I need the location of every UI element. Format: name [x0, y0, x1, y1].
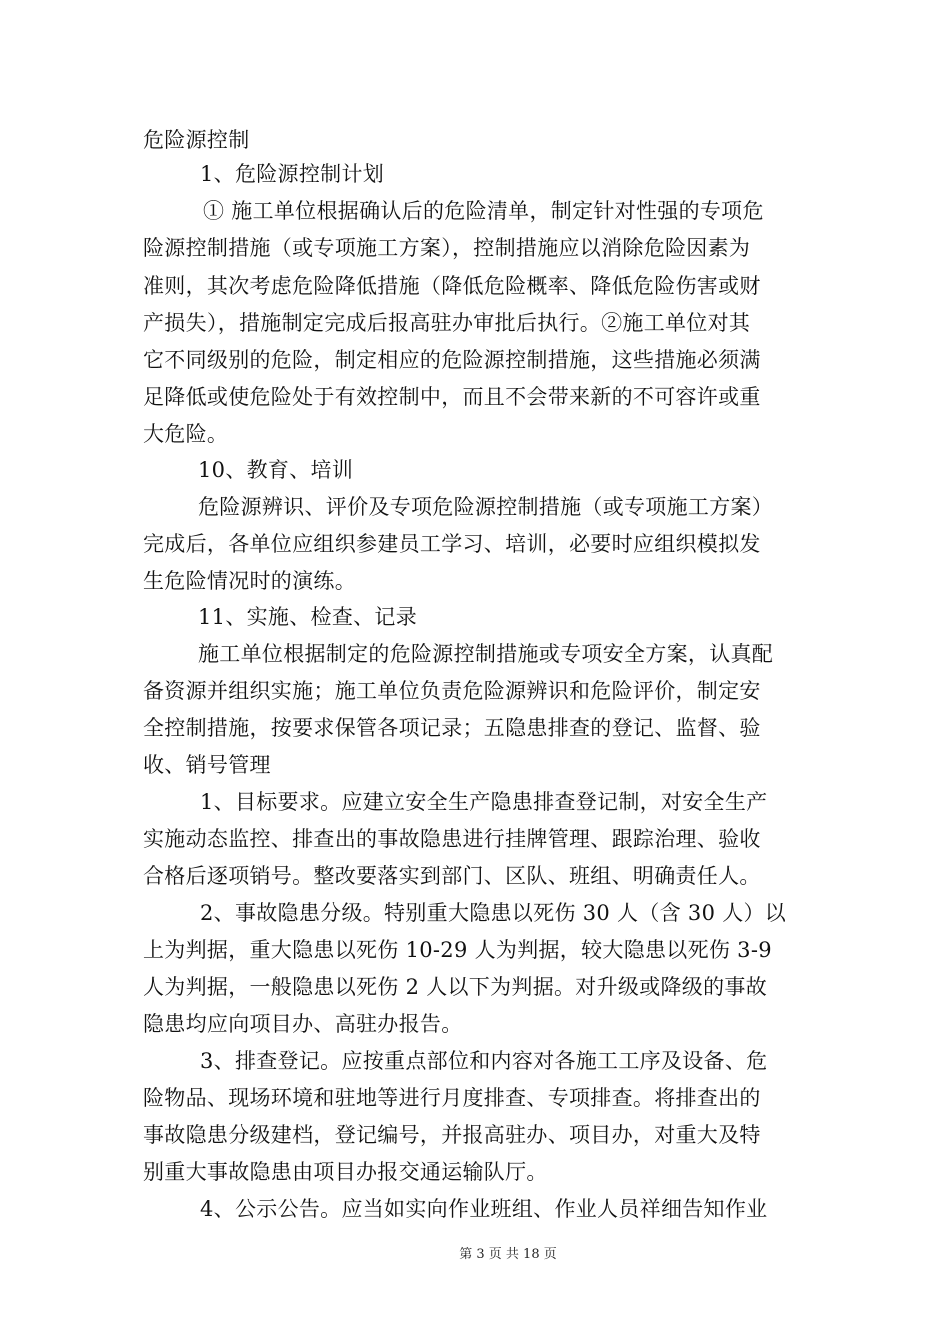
paragraph-line: 大危险。 [143, 422, 229, 446]
paragraph-line: 施工单位根据制定的危险源控制措施或专项安全方案，认真配 [198, 642, 774, 666]
paragraph-line: 全控制措施，按要求保管各项记录；五隐患排查的登记、监督、验 [143, 716, 761, 740]
paragraph-line: 事故隐患分级建档，登记编号，并报高驻办、项目办，对重大及特 [143, 1123, 761, 1147]
paragraph-line: 4、公示公告。应当如实向作业班组、作业人员祥细告知作业 [200, 1197, 768, 1221]
paragraph-line: 收、销号管理 [143, 753, 271, 777]
paragraph-line: 1、目标要求。应建立安全生产隐患排查登记制，对安全生产 [200, 790, 768, 814]
subsection-heading: 1、危险源控制计划 [200, 162, 385, 186]
paragraph-line: 生危险情况时的演练。 [143, 569, 356, 593]
paragraph-line: 3、排查登记。应按重点部位和内容对各施工工序及设备、危 [200, 1049, 768, 1073]
paragraph-line: 2、事故隐患分级。特别重大隐患以死伤 30 人（含 30 人）以 [200, 901, 787, 925]
subsection-heading: 10、教育、培训 [198, 458, 354, 482]
paragraph-line: 完成后，各单位应组织参建员工学习、培训，必要时应组织模拟发 [143, 532, 761, 556]
subsection-heading: 11、实施、检查、记录 [198, 605, 418, 629]
paragraph-line: 备资源并组织实施；施工单位负责危险源辨识和危险评价，制定安 [143, 679, 761, 703]
paragraph-line: 险源控制措施（或专项施工方案），控制措施应以消除危险因素为 [143, 236, 751, 260]
paragraph-line: 险物品、现场环境和驻地等进行月度排查、专项排查。将排查出的 [143, 1086, 761, 1110]
paragraph-line: 人为判据，一般隐患以死伤 2 人以下为判据。对升级或降级的事故 [143, 975, 768, 999]
paragraph-line: 准则，其次考虑危险降低措施（降低危险概率、降低危险伤害或财 [143, 274, 761, 298]
paragraph-line: 别重大事故隐患由项目办报交通运输队厅。 [143, 1160, 548, 1184]
section-heading: 危险源控制 [143, 128, 250, 152]
paragraph-line: 产损失），措施制定完成后报高驻办审批后执行。②施工单位对其 [143, 311, 751, 335]
paragraph-line: 合格后逐项销号。整改要落实到部门、区队、班组、明确责任人。 [143, 864, 761, 888]
paragraph-line: 实施动态监控、排查出的事故隐患进行挂牌管理、跟踪治理、验收 [143, 827, 761, 851]
page-number-footer: 第 3 页 共 18 页 [459, 1247, 557, 1262]
paragraph-line: 上为判据，重大隐患以死伤 10-29 人为判据，较大隐患以死伤 3-9 [143, 938, 772, 962]
paragraph-line: 它不同级别的危险，制定相应的危险源控制措施，这些措施必须满 [143, 348, 761, 372]
paragraph-line: ① 施工单位根据确认后的危险清单，制定针对性强的专项危 [203, 199, 764, 223]
paragraph-line: 足降低或使危险处于有效控制中，而且不会带来新的不可容许或重 [143, 385, 761, 409]
paragraph-line: 危险源辨识、评价及专项危险源控制措施（或专项施工方案） [198, 495, 774, 519]
paragraph-line: 隐患均应向项目办、高驻办报告。 [143, 1012, 463, 1036]
